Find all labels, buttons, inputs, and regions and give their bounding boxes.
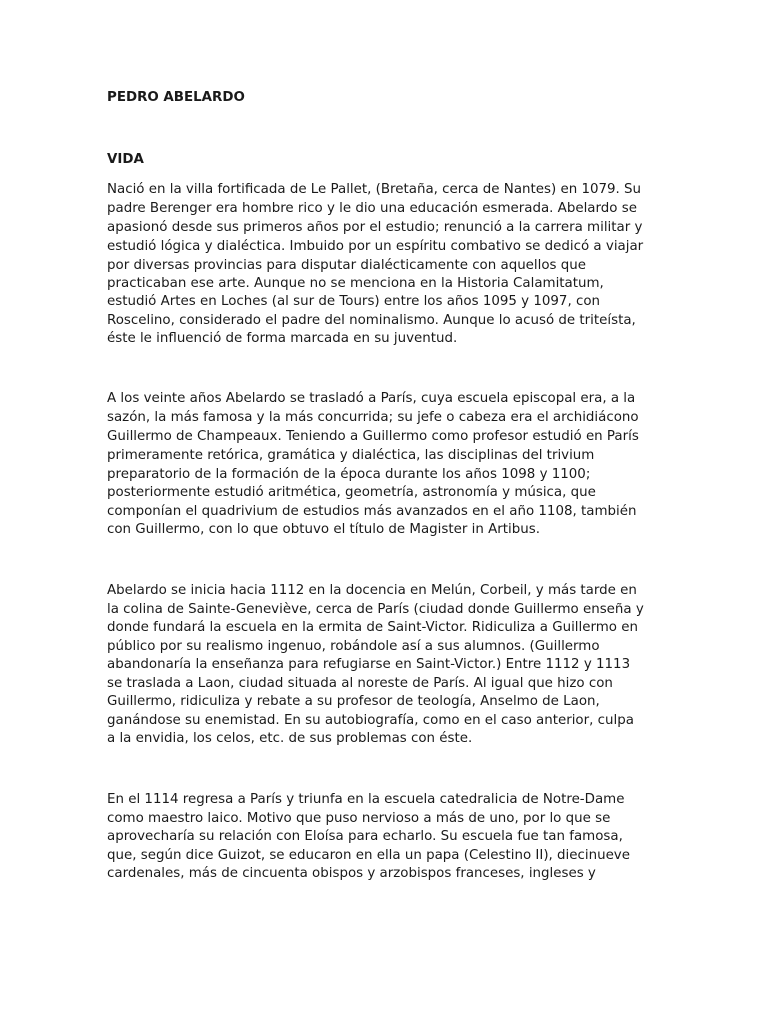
- paragraph-line: que, según dice Guizot, se educaron en ella un papa (Celestino II), diecinueve: [107, 848, 630, 863]
- paragraph-line: público por su realismo ingenuo, robándole así a sus alumnos. (Guillermo: [107, 639, 600, 654]
- paragraph-line: se traslada a Laon, ciudad situada al noreste de París. Al igual que hizo con: [107, 676, 613, 691]
- section-heading: VIDA: [107, 152, 144, 167]
- paragraph-line: Guillermo, ridiculiza y rebate a su profesor de teología, Anselmo de Laon,: [107, 694, 600, 709]
- paragraph-line: primeramente retórica, gramática y dialéctica, las disciplinas del trivium: [107, 448, 595, 463]
- document-title: PEDRO ABELARDO: [107, 90, 245, 105]
- paragraph-line: Abelardo se inicia hacia 1112 en la docencia en Melún, Corbeil, y más tarde en: [107, 583, 637, 598]
- paragraph-line: por diversas provincias para disputar dialécticamente con aquellos que: [107, 258, 587, 273]
- paragraph-line: a la envidia, los celos, etc. de sus problemas con éste.: [107, 731, 473, 746]
- paragraph-line: ganándose su enemistad. En su autobiografía, como en el caso anterior, culpa: [107, 713, 634, 728]
- paragraph-line: abandonaría la enseñanza para refugiarse en Saint-Victor.) Entre 1112 y 1113: [107, 657, 631, 672]
- paragraph-line: donde fundará la escuela en la ermita de Saint-Victor. Ridiculiza a Guillermo en: [107, 620, 638, 635]
- paragraph-line: la colina de Sainte-Geneviève, cerca de París (ciudad donde Guillermo enseña y: [107, 602, 644, 617]
- paragraph-line: componían el quadrivium de estudios más avanzados en el año 1108, también: [107, 504, 637, 519]
- paragraph-line: A los veinte años Abelardo se trasladó a París, cuya escuela episcopal era, a la: [107, 391, 636, 406]
- paragraph-line: Roscelino, considerado el padre del nominalismo. Aunque lo acusó de triteísta,: [107, 313, 636, 328]
- paragraph-line: practicaban ese arte. Aunque no se menciona en la Historia Calamitatum,: [107, 276, 604, 291]
- paragraph-line: aprovecharía su relación con Eloísa para echarlo. Su escuela fue tan famosa,: [107, 829, 623, 844]
- paragraph-line: Nació en la villa fortificada de Le Pallet, (Bretaña, cerca de Nantes) en 1079. Su: [107, 182, 642, 197]
- paragraph-line: apasionó desde sus primeros años por el estudio; renunció a la carrera militar y: [107, 220, 643, 235]
- paragraph-line: preparatorio de la formación de la época durante los años 1098 y 1100;: [107, 467, 591, 482]
- paragraph-line: padre Berenger era hombre rico y le dio una educación esmerada. Abelardo se: [107, 201, 637, 216]
- paragraph-line: con Guillermo, con lo que obtuvo el título de Magister in Artibus.: [107, 522, 540, 537]
- paragraph-line: sazón, la más famosa y la más concurrida; su jefe o cabeza era el archidiácono: [107, 410, 639, 425]
- paragraph-line: éste le influenció de forma marcada en su juventud.: [107, 331, 458, 346]
- paragraph-line: Guillermo de Champeaux. Teniendo a Guillermo como profesor estudió en París: [107, 429, 639, 444]
- paragraph-line: estudió lógica y dialéctica. Imbuido por un espíritu combativo se dedicó a viajar: [107, 239, 644, 254]
- paragraph-line: En el 1114 regresa a París y triunfa en la escuela catedralicia de Notre-Dame: [107, 792, 625, 807]
- paragraph-line: como maestro laico. Motivo que puso nervioso a más de uno, por lo que se: [107, 811, 611, 826]
- paragraph-line: estudió Artes en Loches (al sur de Tours) entre los años 1095 y 1097, con: [107, 294, 600, 309]
- paragraph-line: cardenales, más de cincuenta obispos y arzobispos franceses, ingleses y: [107, 866, 596, 881]
- paragraph-line: posteriormente estudió aritmética, geometría, astronomía y música, que: [107, 485, 596, 500]
